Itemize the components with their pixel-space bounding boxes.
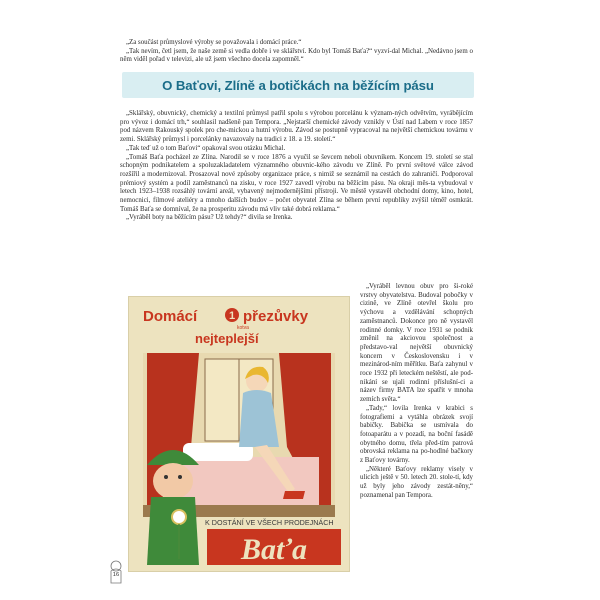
poster-boy-face (153, 463, 193, 499)
main-paragraph-3: „Tomáš Baťa pocházel ze Zlína. Narodil se v roce 1876 a vyučil se ševcem neboli obuvníkem. Koncem 19. století se stal schopným podnikatelem a spoluzakladatelem významného obuvnic-kého závodu ve Zlíně. Po první světové válce závod rozšířil a modernizoval. Prosazoval nové způsoby organizace práce, s nimiž se seznámil na cestách do zahraničí. Podporoval prémiový systém a podíl zaměstnanců na zisku, v roce 1927 zavedl výrobu na běžícím pásu. Na okraji měs-ta vybudoval v letech 1923–1938 rozsáhlý tovární areál, vybavený nejmodernějšími přístroji. Ve městě vystavěl obchodní domy, kino, hotel, nemocnici, filmové ateliéry a mnoho dalších budov – počet obyvatel Zlína se během první republiky zvýšil téměř osmkrát. Tomáš Baťa se domníval, že na prosperitu závodu má vliv také dobrá reklama.“ (120, 153, 473, 213)
intro-line-2: „Tak nevím, četl jsem, že naše země si vedla dobře i ve sklářství. Kdo byl Tomáš Baťa?“ vyzví-dal Michal. „Nedávno jsem o něm viděl pořad v televizi, ale už jsem všechno docela zapomněl.“ (120, 47, 473, 64)
poster-flower (172, 510, 186, 524)
section-heading: O Baťovi, Zlíně a botičkách na běžícím pásu (122, 72, 474, 98)
right-column-text (360, 283, 473, 501)
right-paragraph-2: „Tady,“ lovila Irenka v krabici s fotografiemi a vytáhla obrázek svojí babičky. Babička se usmívala do fotoaparátu a v pozadí, na boční fasádě obytného domu, třela před-tím patrová obrovská reklama na po-hodlné bačkory z Baťovy továrny. (360, 404, 473, 465)
intro-dialogue (120, 39, 473, 65)
main-paragraph-4: „Vyráběl boty na běžícím pásu? Už tehdy?“ divila se Irenka. (126, 214, 293, 222)
poster-title-2: nejteplejší (195, 331, 259, 346)
poster-title-1: Domácí (143, 308, 198, 325)
main-paragraph-2: „Tak teď už o tom Baťovi“ opakoval svou otázku Michal. (126, 144, 286, 152)
poster-small-text: kotva (237, 325, 249, 331)
main-paragraph-1: „Sklářský, obuvnický, chemický a textilní průmysl patřil spolu s výrobou porcelánu k význam-ných odvětvím, vyrábějícím pro vývoz i domácí trh,“ souhlasil nadšeně pan Tempora. „Nejstarší chemické závody vznikly v Ústí nad Labem v roce 1857 pod názvem Rakouský spolek pro che-mickou a hutní výrobu. Závod se postupně vypracoval na největší chemickou továrnu v zemi. Sklářský průmysl i porcelánky navazovaly na tradici z 18. a 19. století.“ (120, 110, 473, 144)
poster-title-1b: přezůvky (243, 308, 309, 325)
poster-number: 1 (229, 310, 236, 322)
bata-advertisement-poster (128, 296, 350, 572)
right-paragraph-3: „Některé Baťovy reklamy visely v ulicích ještě v 50. letech 20. stole-tí, kdy už byly jeho závody zestát-něny,“ poznamenal pan Tempora. (360, 465, 473, 499)
intro-line-1: „Za součást průmyslové výroby se považovala i domácí práce.“ (126, 39, 302, 46)
poster-boy-eye-right (178, 475, 182, 479)
right-paragraph-1: „Vyráběl levnou obuv pro ši-roké vrstvy obyvatelstva. Budoval pobočky v cizině, ve Zlíně otevřel školu pro výchovu a vzdělávání schopných zaměstnanců. Dokonce pro ně vystavěl rodinné domky. V roce 1931 se podnik změnil na akciovou společnost a představo-val největší obuvnický koncern v Československu i v mezinárod-ním měřítku. Baťa zahynul v roce 1932 při leteckém neštěstí, ale pod-nikání se ujali rodinní příslušní-ci a název firmy BATA lze spatřit v mnoha zemích světa.“ (360, 283, 473, 404)
poster-boy-body (147, 497, 199, 565)
page-number: 16 (112, 572, 120, 578)
poster-slipper (283, 491, 305, 499)
poster-illustration (129, 297, 349, 571)
poster-brand: Baťa (241, 533, 307, 566)
main-text (120, 110, 473, 223)
poster-bottom-text: K DOSTÁNÍ VE VŠECH PRODEJNÁCH (205, 518, 334, 527)
poster-boy-eye-left (164, 475, 168, 479)
